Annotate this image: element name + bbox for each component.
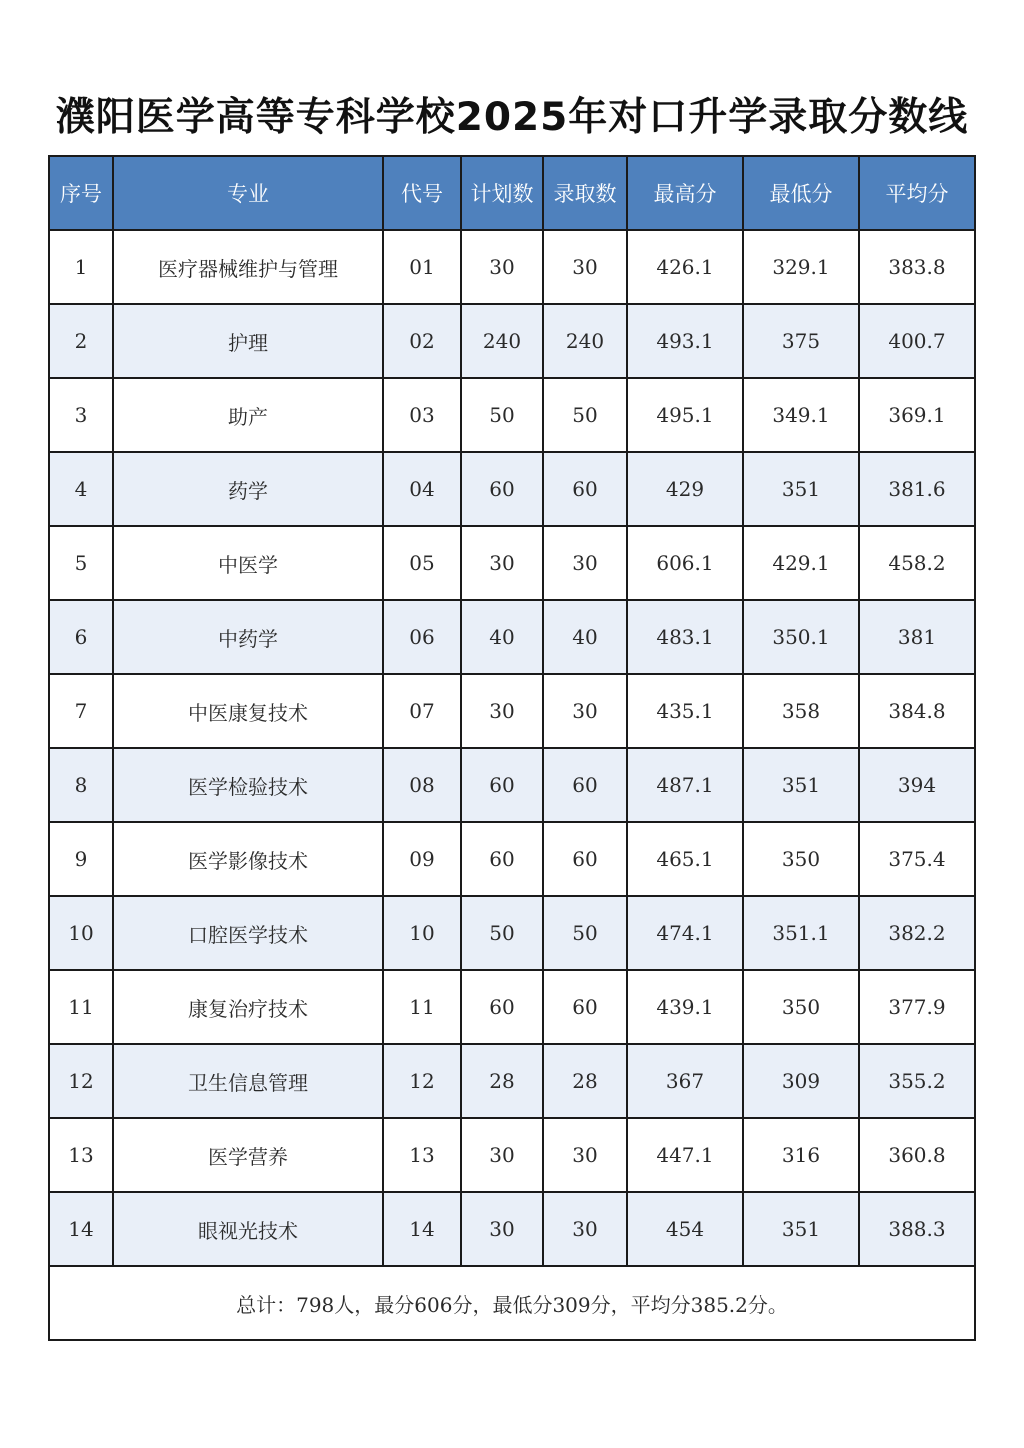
cell-admitted: 30: [543, 1118, 627, 1192]
cell-admitted: 50: [543, 378, 627, 452]
cell-max-score: 487.1: [627, 748, 743, 822]
cell-index: 9: [49, 822, 113, 896]
cell-max-score: 426.1: [627, 230, 743, 304]
cell-min-score: 351: [743, 452, 859, 526]
cell-plan: 240: [461, 304, 543, 378]
cell-plan: 50: [461, 378, 543, 452]
header-cell-min-score: 最低分: [743, 156, 859, 230]
cell-min-score: 350: [743, 970, 859, 1044]
table-row: [49, 526, 975, 600]
cell-min-score: 358: [743, 674, 859, 748]
table-row: [49, 896, 975, 970]
cell-index: 13: [49, 1118, 113, 1192]
cell-index: 2: [49, 304, 113, 378]
summary-text: 总计：798人，最分606分，最低分309分，平均分385.2分。: [49, 1266, 975, 1340]
cell-major: 医学营养: [113, 1118, 383, 1192]
header-cell-index: 序号: [49, 156, 113, 230]
cell-index: 1: [49, 230, 113, 304]
cell-max-score: 465.1: [627, 822, 743, 896]
cell-avg-score: 382.2: [859, 896, 975, 970]
cell-index: 8: [49, 748, 113, 822]
header-cell-avg-score: 平均分: [859, 156, 975, 230]
cell-avg-score: 384.8: [859, 674, 975, 748]
table-row: [49, 230, 975, 304]
cell-avg-score: 381: [859, 600, 975, 674]
cell-plan: 60: [461, 970, 543, 1044]
cell-min-score: 350.1: [743, 600, 859, 674]
cell-admitted: 28: [543, 1044, 627, 1118]
cell-major: 助产: [113, 378, 383, 452]
cell-code: 13: [383, 1118, 461, 1192]
cell-major: 药学: [113, 452, 383, 526]
table-row: [49, 674, 975, 748]
cell-code: 03: [383, 378, 461, 452]
cell-plan: 60: [461, 822, 543, 896]
table-row: [49, 1118, 975, 1192]
cell-max-score: 435.1: [627, 674, 743, 748]
cell-min-score: 351: [743, 748, 859, 822]
cell-min-score: 351: [743, 1192, 859, 1266]
table-row: [49, 378, 975, 452]
cell-avg-score: 394: [859, 748, 975, 822]
admission-score-table: [48, 155, 976, 1341]
cell-avg-score: 383.8: [859, 230, 975, 304]
cell-index: 7: [49, 674, 113, 748]
cell-max-score: 367: [627, 1044, 743, 1118]
cell-code: 09: [383, 822, 461, 896]
cell-max-score: 606.1: [627, 526, 743, 600]
cell-admitted: 30: [543, 1192, 627, 1266]
cell-index: 12: [49, 1044, 113, 1118]
cell-admitted: 50: [543, 896, 627, 970]
cell-avg-score: 369.1: [859, 378, 975, 452]
cell-index: 6: [49, 600, 113, 674]
cell-major: 康复治疗技术: [113, 970, 383, 1044]
cell-admitted: 60: [543, 452, 627, 526]
header-cell-major: 专业: [113, 156, 383, 230]
cell-major: 中医康复技术: [113, 674, 383, 748]
cell-plan: 30: [461, 1118, 543, 1192]
cell-avg-score: 375.4: [859, 822, 975, 896]
page-title: 濮阳医学高等专科学校2025年对口升学录取分数线: [55, 95, 969, 140]
cell-max-score: 439.1: [627, 970, 743, 1044]
table-header: [49, 156, 975, 230]
table-row: [49, 748, 975, 822]
cell-max-score: 429: [627, 452, 743, 526]
header-cell-code: 代号: [383, 156, 461, 230]
cell-code: 05: [383, 526, 461, 600]
cell-index: 5: [49, 526, 113, 600]
table-row: [49, 600, 975, 674]
cell-avg-score: 388.3: [859, 1192, 975, 1266]
cell-plan: 28: [461, 1044, 543, 1118]
cell-min-score: 309: [743, 1044, 859, 1118]
table-body: [49, 230, 975, 1266]
cell-plan: 30: [461, 526, 543, 600]
cell-admitted: 30: [543, 230, 627, 304]
cell-index: 14: [49, 1192, 113, 1266]
cell-code: 12: [383, 1044, 461, 1118]
cell-plan: 60: [461, 452, 543, 526]
cell-plan: 50: [461, 896, 543, 970]
cell-avg-score: 360.8: [859, 1118, 975, 1192]
cell-avg-score: 458.2: [859, 526, 975, 600]
cell-min-score: 429.1: [743, 526, 859, 600]
cell-max-score: 495.1: [627, 378, 743, 452]
cell-avg-score: 355.2: [859, 1044, 975, 1118]
cell-code: 07: [383, 674, 461, 748]
table-row: [49, 970, 975, 1044]
cell-plan: 40: [461, 600, 543, 674]
cell-plan: 30: [461, 674, 543, 748]
cell-major: 医疗器械维护与管理: [113, 230, 383, 304]
cell-min-score: 375: [743, 304, 859, 378]
cell-plan: 60: [461, 748, 543, 822]
cell-code: 14: [383, 1192, 461, 1266]
cell-admitted: 60: [543, 748, 627, 822]
cell-admitted: 240: [543, 304, 627, 378]
summary-row: [49, 1266, 975, 1340]
cell-max-score: 474.1: [627, 896, 743, 970]
cell-avg-score: 377.9: [859, 970, 975, 1044]
cell-major: 护理: [113, 304, 383, 378]
header-cell-admitted: 录取数: [543, 156, 627, 230]
cell-min-score: 350: [743, 822, 859, 896]
cell-admitted: 60: [543, 822, 627, 896]
cell-max-score: 483.1: [627, 600, 743, 674]
cell-code: 10: [383, 896, 461, 970]
cell-min-score: 351.1: [743, 896, 859, 970]
header-cell-plan: 计划数: [461, 156, 543, 230]
header-row: [49, 156, 975, 230]
cell-min-score: 329.1: [743, 230, 859, 304]
cell-major: 口腔医学技术: [113, 896, 383, 970]
cell-admitted: 40: [543, 600, 627, 674]
cell-code: 02: [383, 304, 461, 378]
cell-major: 眼视光技术: [113, 1192, 383, 1266]
cell-index: 3: [49, 378, 113, 452]
table-row: [49, 1044, 975, 1118]
cell-major: 医学检验技术: [113, 748, 383, 822]
cell-major: 中医学: [113, 526, 383, 600]
cell-index: 11: [49, 970, 113, 1044]
cell-major: 医学影像技术: [113, 822, 383, 896]
cell-avg-score: 381.6: [859, 452, 975, 526]
table-row: [49, 304, 975, 378]
cell-code: 01: [383, 230, 461, 304]
cell-index: 4: [49, 452, 113, 526]
cell-max-score: 454: [627, 1192, 743, 1266]
cell-admitted: 30: [543, 674, 627, 748]
cell-min-score: 316: [743, 1118, 859, 1192]
header-cell-max-score: 最高分: [627, 156, 743, 230]
table-footer: [49, 1266, 975, 1340]
cell-plan: 30: [461, 1192, 543, 1266]
cell-admitted: 30: [543, 526, 627, 600]
cell-code: 06: [383, 600, 461, 674]
cell-max-score: 493.1: [627, 304, 743, 378]
cell-avg-score: 400.7: [859, 304, 975, 378]
table-row: [49, 822, 975, 896]
cell-plan: 30: [461, 230, 543, 304]
table-row: [49, 452, 975, 526]
cell-max-score: 447.1: [627, 1118, 743, 1192]
cell-code: 11: [383, 970, 461, 1044]
cell-major: 中药学: [113, 600, 383, 674]
cell-code: 08: [383, 748, 461, 822]
cell-code: 04: [383, 452, 461, 526]
cell-major: 卫生信息管理: [113, 1044, 383, 1118]
cell-min-score: 349.1: [743, 378, 859, 452]
cell-admitted: 60: [543, 970, 627, 1044]
cell-index: 10: [49, 896, 113, 970]
table-row: [49, 1192, 975, 1266]
